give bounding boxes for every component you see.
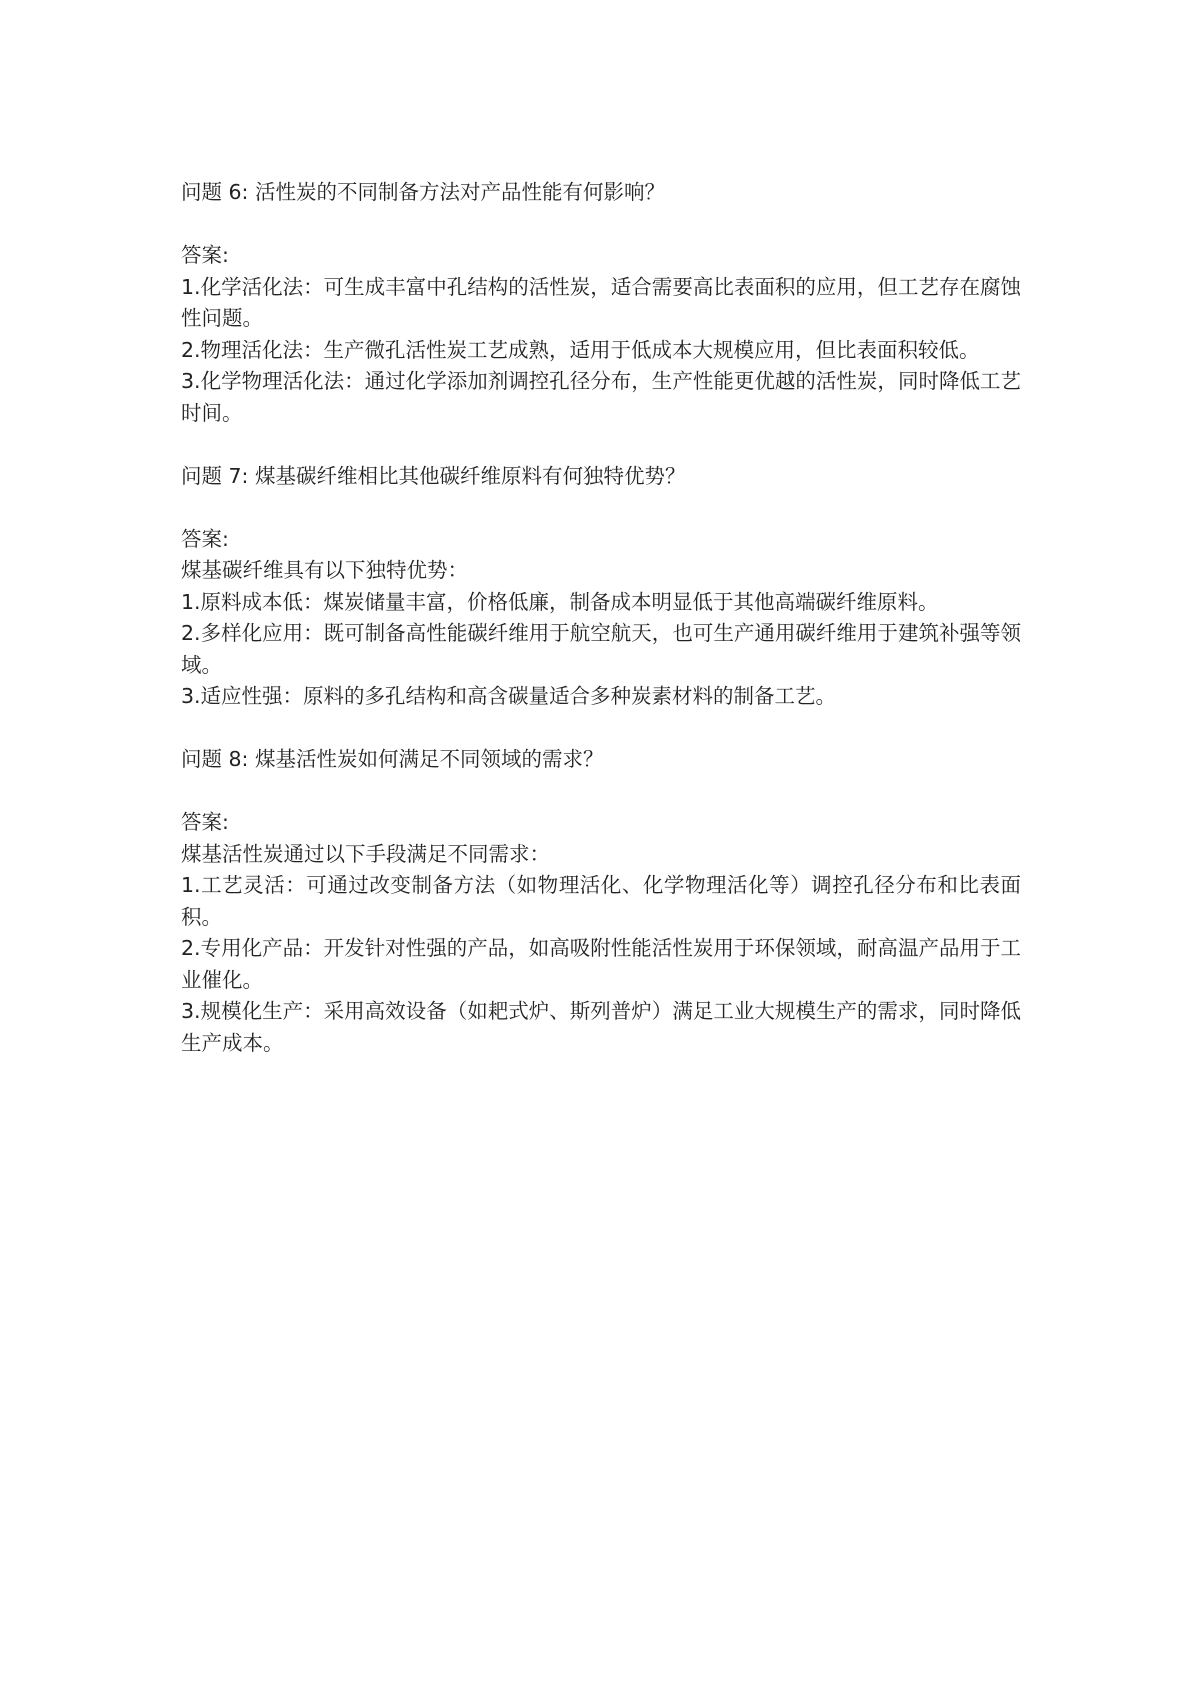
answer-8-item-1: 1.工艺灵活：可通过改变制备方法（如物理活化、化学物理活化等）调控孔径分布和比表面积。	[181, 873, 1021, 929]
answer-8-intro: 煤基活性炭通过以下手段满足不同需求：	[181, 841, 550, 866]
question-6-heading: 问题 6: 活性炭的不同制备方法对产品性能有何影响？	[181, 180, 665, 204]
answer-6-label: 答案:	[181, 243, 229, 267]
answer-6-item-3: 3.化学物理活化法：通过化学添加剂调控孔径分布，生产性能更优越的活性炭，同时降低工艺时间。	[181, 369, 1021, 425]
qa-section-6	[181, 177, 1021, 429]
answer-7-label: 答案:	[181, 526, 229, 551]
answer-8-label: 答案:	[181, 810, 229, 834]
document-body	[181, 177, 1021, 1059]
answer-8-item-3: 3.规模化生产：采用高效设备（如耙式炉、斯列普炉）满足工业大规模生产的需求，同时降低生产成本。	[181, 999, 1021, 1055]
answer-6-item-2: 2.物理活化法：生产微孔活性炭工艺成熟，适用于低成本大规模应用，但比表面积较低。	[181, 337, 980, 362]
answer-8-item-2: 2.专用化产品：开发针对性强的产品，如高吸附性能活性炭用于环保领域，耐高温产品用于工业催化。	[181, 936, 1021, 992]
answer-6-item-1: 1.化学活化法：可生成丰富中孔结构的活性炭，适合需要高比表面积的应用，但工艺存在腐蚀性问题。	[181, 274, 1021, 330]
answer-7-item-2: 2.多样化应用：既可制备高性能碳纤维用于航空航天，也可生产通用碳纤维用于建筑补强等领域。	[181, 621, 1021, 677]
spacer	[181, 492, 1021, 524]
spacer	[181, 209, 1021, 241]
qa-section-8	[181, 744, 1021, 1059]
qa-section-7	[181, 461, 1021, 713]
answer-7-item-1: 1.原料成本低：煤炭储量丰富，价格低廉，制备成本明显低于其他高端碳纤维原料。	[181, 589, 939, 614]
spacer	[181, 776, 1021, 808]
answer-7-item-3: 3.适应性强：原料的多孔结构和高含碳量适合多种炭素材料的制备工艺。	[181, 684, 837, 708]
answer-7-intro: 煤基碳纤维具有以下独特优势：	[181, 558, 468, 582]
question-7-heading: 问题 7: 煤基碳纤维相比其他碳纤维原料有何独特优势？	[181, 463, 686, 488]
question-8-heading: 问题 8: 煤基活性炭如何满足不同领域的需求？	[181, 747, 604, 771]
